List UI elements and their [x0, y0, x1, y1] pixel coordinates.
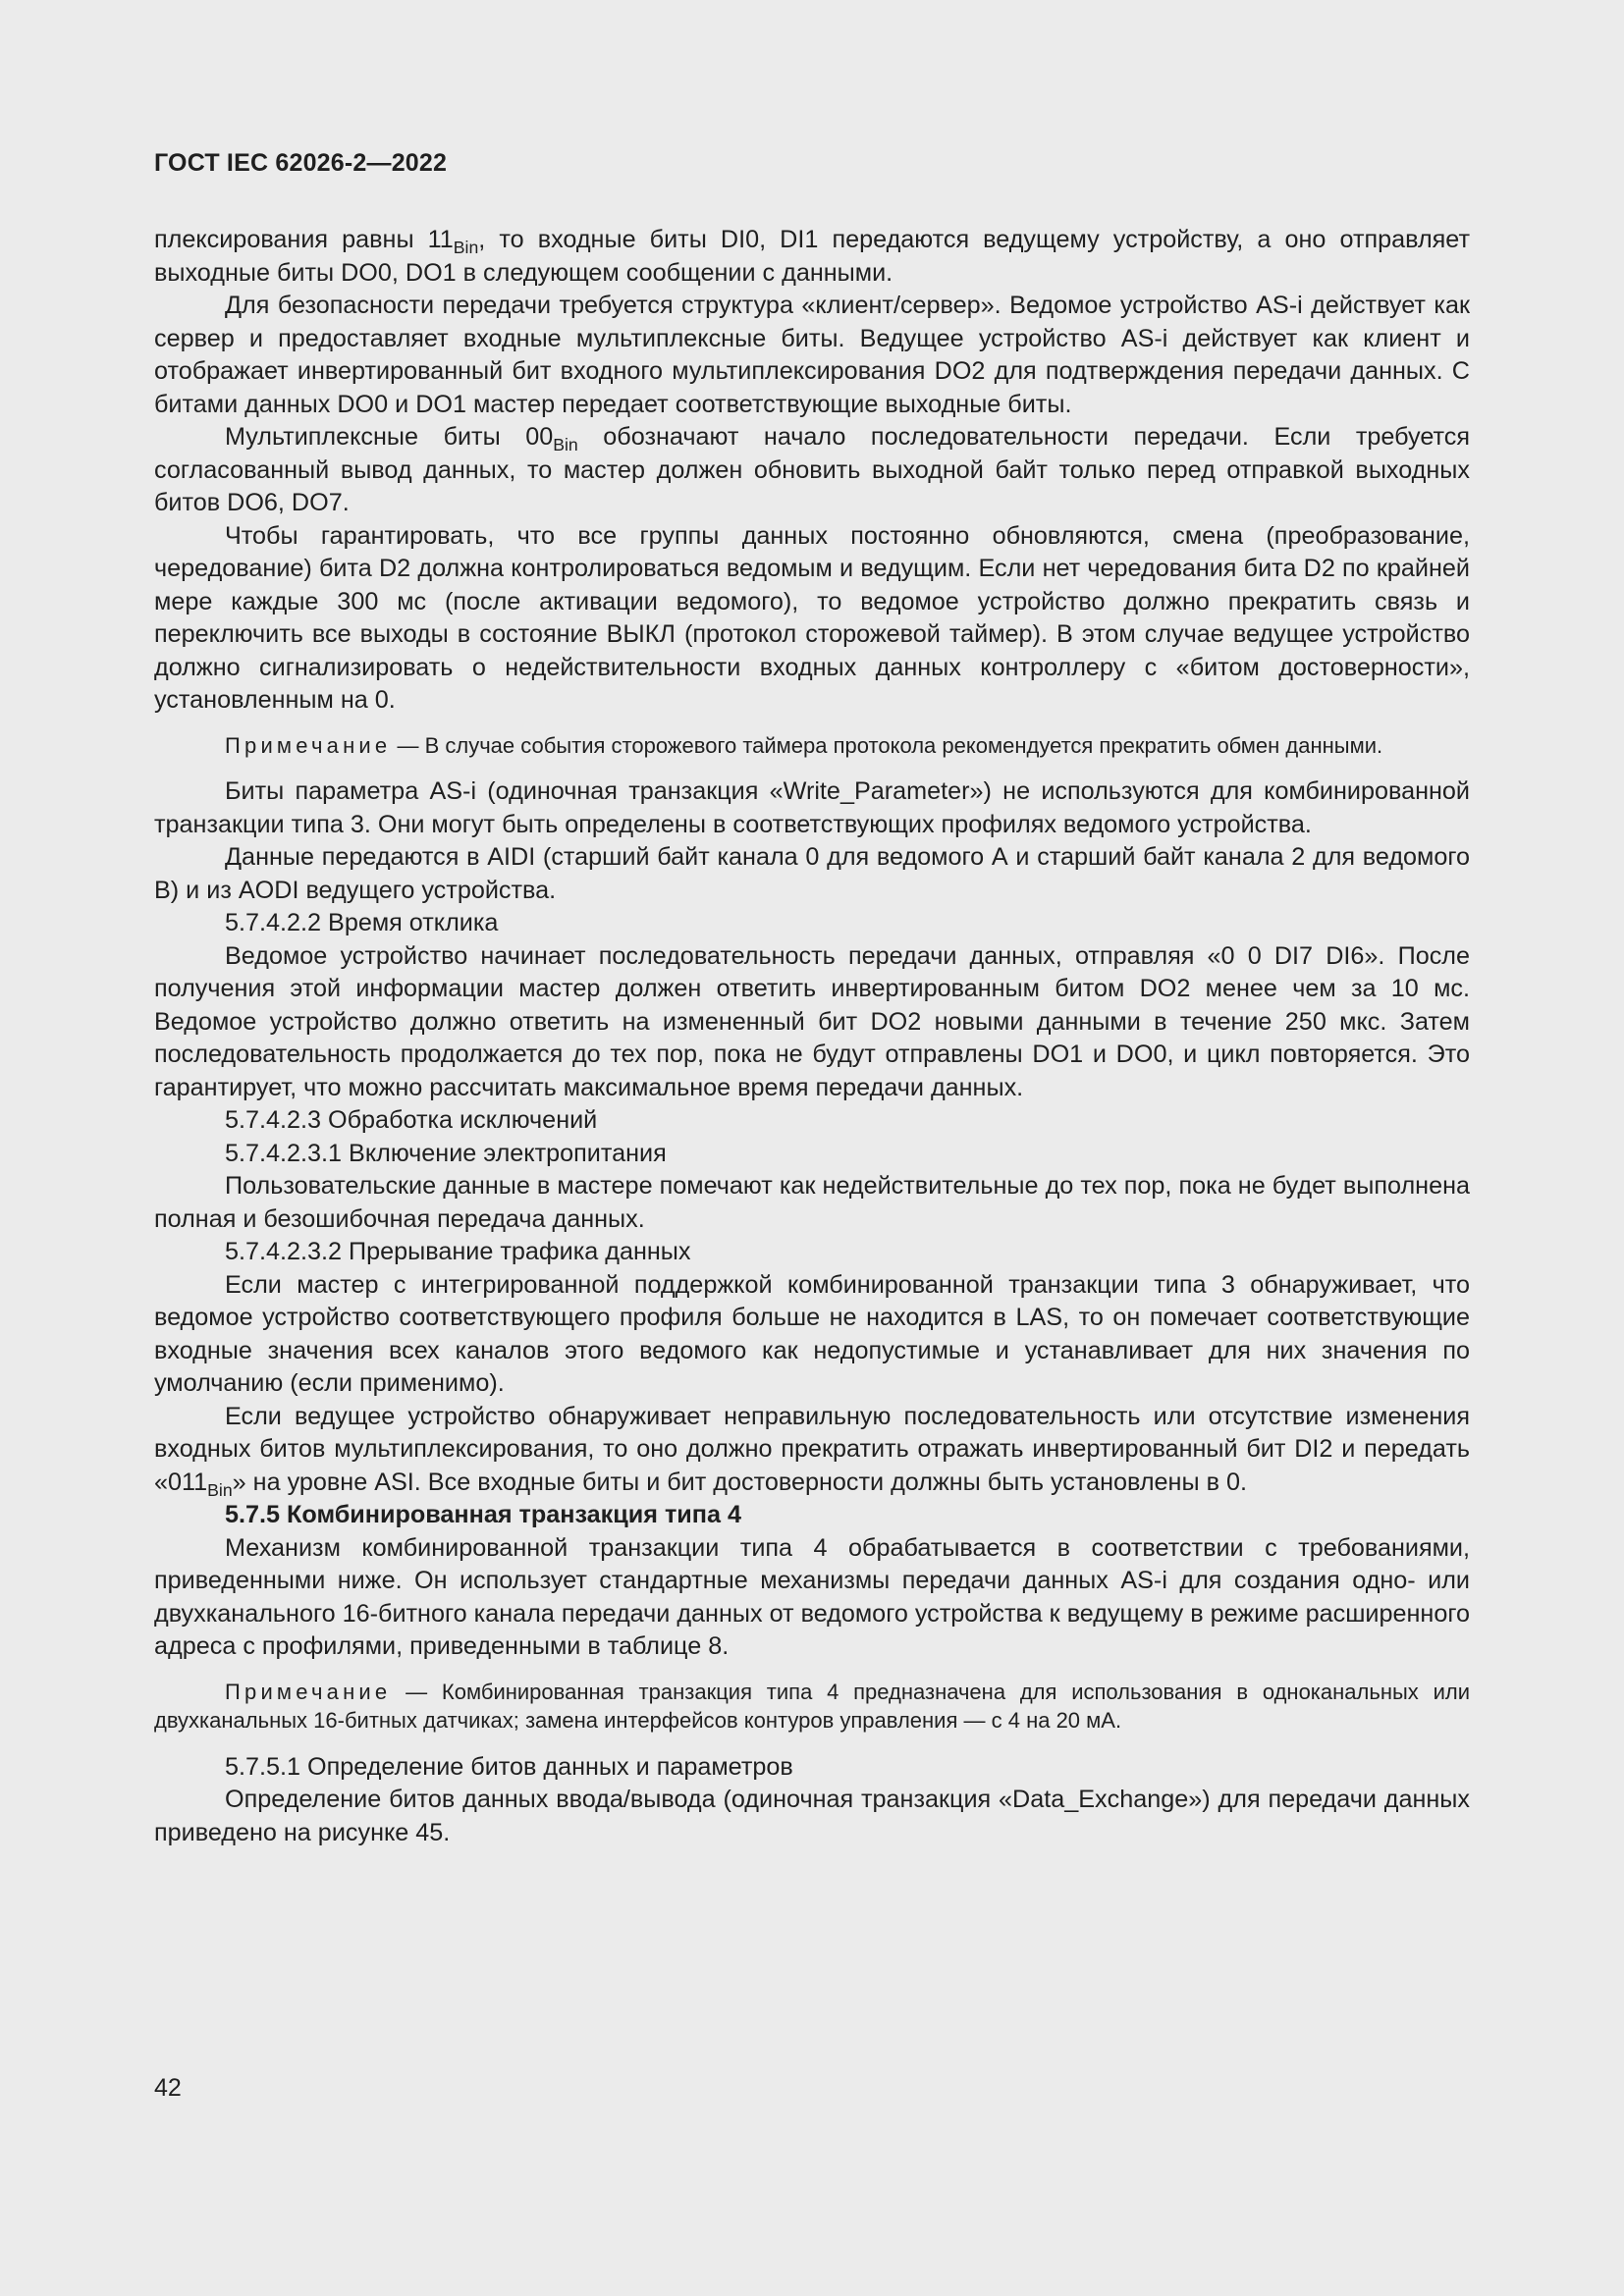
paragraph-parameter-bits: Биты параметра AS-i (одиночная транзакция «Write_Parameter») не используются для комбинированной транзакции типа 3. Они могут быть определены в соответствующих профилях ведомого устройства.: [154, 777, 1470, 838]
document-body: [154, 224, 1470, 1849]
note-type4: Примечание — Комбинированная транзакция типа 4 предназначена для использования в одноканальных или двухканальных 16-битных датчиках; замена интерфейсов контуров управления — с 4 на 20 мА.: [154, 1679, 1470, 1733]
paragraph-watchdog: Чтобы гарантировать, что все группы данных постоянно обновляются, смена (преобразование, чередование) бита D2 должна контролироваться ведомым и ведущим. Если нет чередования бита D2 по крайней мере каждые 300 мс (после активации ведомого), то ведомое устройство должно прекратить связь и переключить все выходы в состояние ВЫКЛ (протокол сторожевой таймер). В этом случае ведущее устройство должно сигнализировать о недействительности входных данных контроллеру с «битом достоверности», установленным на 0.: [154, 521, 1470, 714]
paragraph-client-server: Для безопасности передачи требуется структура «клиент/сервер». Ведомое устройство AS-i действует как сервер и предоставляет входные мультиплексные биты. Ведущее устройство AS-i действует как клиент и отображает инвертированный бит входного мультиплексирования DO2 для подтверждения передачи данных. С битами данных DO0 и DO1 мастер передает соответствующие выходные биты.: [154, 292, 1470, 418]
section-heading-traffic-interrupt: 5.7.4.2.3.2 Прерывание трафика данных: [225, 1238, 691, 1265]
paragraph-las: Если мастер с интегрированной поддержкой комбинированной транзакции типа 3 обнаруживает, что ведомое устройство соответствующего профиля больше не находится в LAS, то он помечает соответствующие входные значения всех каналов этого ведомого как недопустимые и устанавливает для них значения по умолчанию (если применимо).: [154, 1270, 1470, 1397]
section-heading-bit-definition: 5.7.5.1 Определение битов данных и параметров: [225, 1752, 793, 1781]
paragraph-aidi-aodi: Данные передаются в AIDI (старший байт канала 0 для ведомого А и старший байт канала 2 для ведомого В) и из AODI ведущего устройства.: [154, 843, 1470, 904]
paragraph-multiplex-bits: Мультиплексные биты $00_{Bin}$ обозначают начало последовательности передачи. Если требуется согласованный вывод данных, то мастер должен обновить выходной байт только перед отправкой выходных битов DO6, DO7.: [154, 423, 1471, 516]
paragraph-power-on: Пользовательские данные в мастере помечают как недействительные до тех пор, пока не будет выполнена полная и безошибочная передача данных.: [154, 1172, 1470, 1233]
document-header: ГОСТ IEC 62026-2—2022: [154, 149, 448, 177]
paragraph-invalid-sequence: Если ведущее устройство обнаруживает неправильную последовательность или отсутствие изменения входных битов мультиплексирования, то оно должно прекратить отражать инвертированный бит DI2 и передать «$011_{Bin}$» на уровне ASI. Все входные биты и бит достоверности должны быть установлены в 0.: [154, 1402, 1470, 1500]
paragraph-bit-definition: Определение битов данных ввода/вывода (одиночная транзакция «Data_Exchange») для передачи данных приведено на рисунке 45.: [154, 1786, 1470, 1846]
page-number: 42: [154, 2074, 182, 2102]
paragraph-response-time: Ведомое устройство начинает последовательность передачи данных, отправляя «0 0 DI7 DI6». После получения этой информации мастер должен ответить инвертированным битом DO2 менее чем за 10 мс. Ведомое устройство должно ответить на измененный бит DO2 новыми данными в течение 250 мкс. Затем последовательность продолжается до тех пор, пока не будут отправлены DO1 и DO0, и цикл повторяется. Это гарантирует, что можно рассчитать максимальное время передачи данных.: [154, 941, 1470, 1101]
section-heading-power-on: 5.7.4.2.3.1 Включение электропитания: [225, 1139, 667, 1167]
note-watchdog: Примечание — В случае события сторожевого таймера протокола рекомендуется прекратить обмен данными.: [225, 732, 1383, 758]
paragraph-type4-mechanism: Механизм комбинированной транзакции типа 4 обрабатывается в соответствии с требованиями, приведенными ниже. Он использует стандартные механизмы передачи данных AS-i для создания одно- или двухканального 16-битного канала передачи данных от ведомого устройства к ведущему в режиме расширенного адреса с профилями, приведенными в таблице 8.: [154, 1533, 1470, 1660]
section-heading-type4: 5.7.5 Комбинированная транзакция типа 4: [225, 1501, 741, 1528]
section-heading-exceptions: 5.7.4.2.3 Обработка исключений: [225, 1106, 598, 1134]
paragraph-continuation: плексирования равны $11_{Bin}$, то входные биты DI0, DI1 передаются ведущему устройству, а оно отправляет выходные биты DO0, DO1 в следующем сообщении с данными.: [154, 226, 1470, 287]
section-heading-response-time: 5.7.4.2.2 Время отклика: [225, 909, 499, 936]
